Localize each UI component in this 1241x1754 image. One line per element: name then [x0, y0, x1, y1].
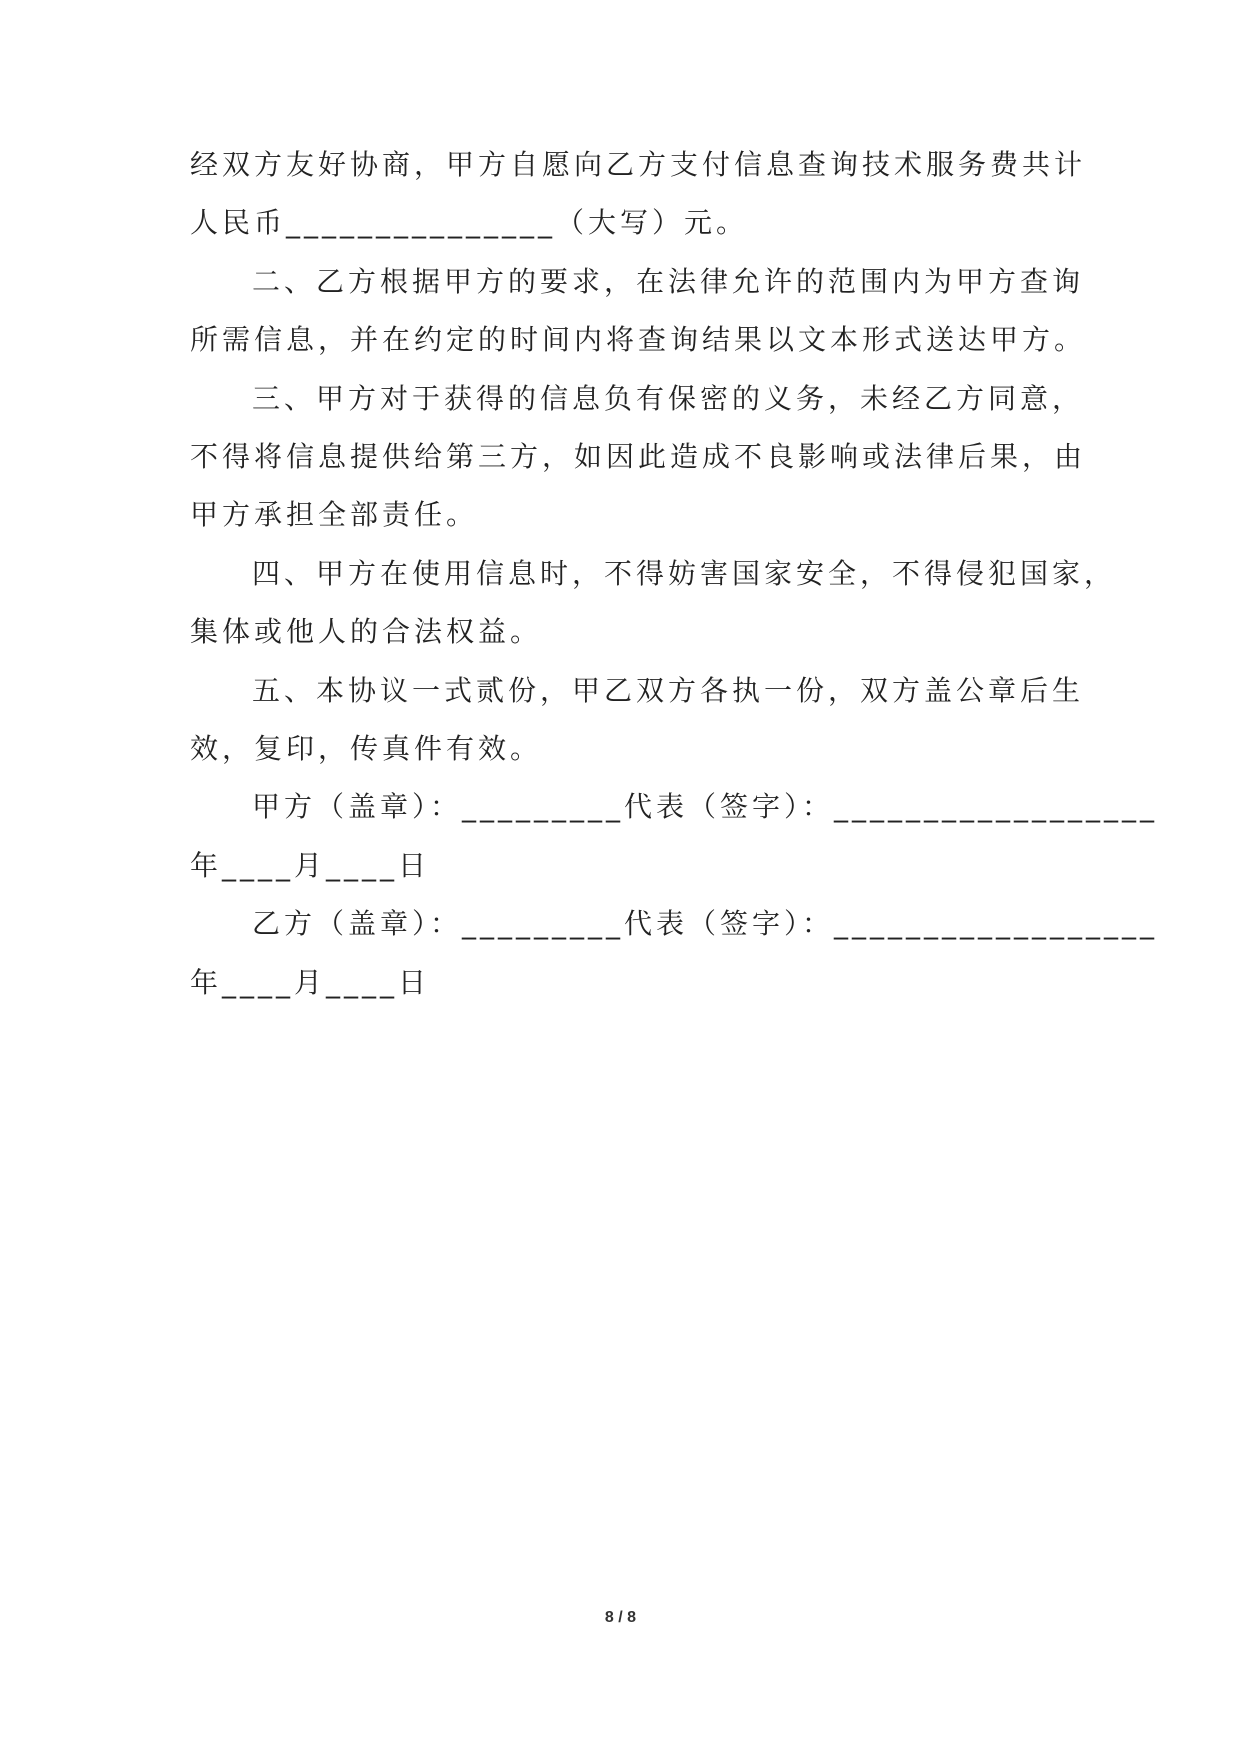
- clause-3-line-2: 不得将信息提供给第三方，如因此造成不良影响或法律后果，由: [190, 440, 1087, 473]
- clause-5-line-2: 效，复印，传真件有效。: [190, 732, 543, 765]
- page-number: 8 / 8: [604, 1609, 637, 1626]
- clause-4-line-1: 四、甲方在使用信息时，不得妨害国家安全，不得侵犯国家，: [252, 557, 1117, 590]
- clause-3-line-1: 三、甲方对于获得的信息负有保密的义务，未经乙方同意，: [252, 382, 1085, 415]
- party-b-signature-line: 乙方（盖章）：_________代表（签字）：__________________: [252, 907, 1159, 940]
- party-b-date-line: 年____月____日: [190, 966, 431, 999]
- party-a-date-line: 年____月____日: [190, 849, 431, 882]
- paragraph-1-line-2: 人民币_______________（大写）元。: [190, 206, 749, 239]
- clause-2-line-1: 二、乙方根据甲方的要求，在法律允许的范围内为甲方查询: [252, 265, 1085, 298]
- clause-3-line-3: 甲方承担全部责任。: [190, 498, 479, 531]
- paragraph-1-line-1: 经双方友好协商，甲方自愿向乙方支付信息查询技术服务费共计: [190, 148, 1087, 181]
- clause-2-line-2: 所需信息，并在约定的时间内将查询结果以文本形式送达甲方。: [190, 323, 1087, 356]
- party-a-signature-line: 甲方（盖章）：_________代表（签字）：__________________: [252, 790, 1159, 823]
- clause-5-line-1: 五、本协议一式贰份，甲乙双方各执一份，双方盖公章后生: [252, 674, 1085, 707]
- clause-4-line-2: 集体或他人的合法权益。: [190, 615, 543, 648]
